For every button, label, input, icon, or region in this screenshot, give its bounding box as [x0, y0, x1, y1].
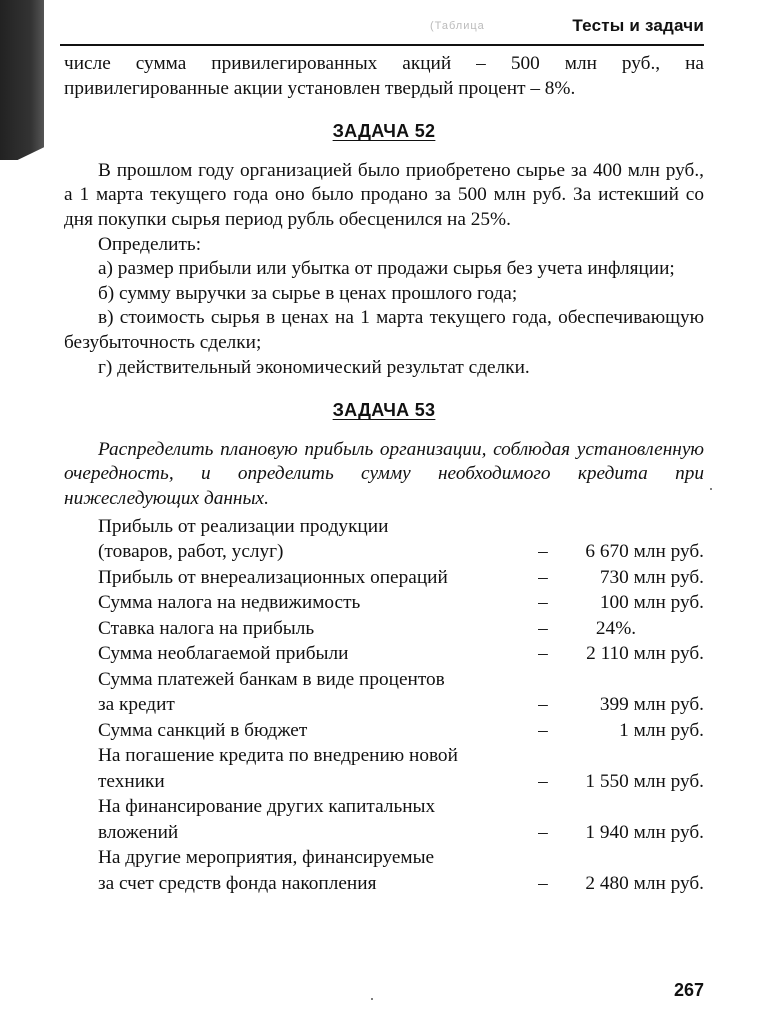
page-content	[64, 52, 704, 896]
row-dash: –	[538, 719, 548, 741]
task-52-heading	[64, 119, 704, 145]
task-53-data-table	[98, 514, 704, 897]
row-label: Сумма необлагаемой прибыли	[98, 643, 349, 664]
row-label: На погашение кредита по внедрению новой	[98, 745, 458, 766]
scan-speck	[371, 998, 373, 1000]
row-value: 399 млн руб.	[599, 694, 704, 715]
task-52-item-b: б) сумму выручки за сырье в ценах прошлого года;	[98, 282, 518, 304]
table-row	[98, 845, 704, 871]
row-dash	[528, 845, 558, 871]
row-label: вложений	[98, 821, 179, 843]
task-52-title: ЗАДАЧА 52	[332, 121, 436, 142]
intro-continuation: числе сумма привилегированных акций – 500 млн руб., на привилегированные акции установлен твердый процент – 8%.	[64, 53, 704, 99]
row-label: (товаров, работ, услуг)	[98, 541, 284, 562]
row-dash: –	[538, 643, 548, 664]
row-value: 1 550 млн руб.	[585, 770, 704, 792]
row-value	[558, 845, 704, 871]
row-dash: –	[538, 617, 548, 639]
row-label: Сумма налога на недвижимость	[98, 592, 361, 613]
table-row	[98, 794, 704, 820]
task-52-item-a: а) размер прибыли или убытка от продажи сырья без учета инфляции;	[98, 258, 675, 280]
row-value: 1 940 млн руб.	[585, 821, 704, 843]
row-dash: –	[538, 872, 548, 894]
task-52-item-c: в) стоимость сырья в ценах на 1 марта текущего года, обеспечивающую безубыточность сделки;	[64, 307, 704, 353]
row-value: 2 110 млн руб.	[586, 643, 704, 664]
row-value: 6 670 млн руб.	[585, 541, 704, 562]
row-dash: –	[538, 566, 548, 588]
table-row	[98, 514, 704, 540]
row-dash: –	[538, 694, 548, 715]
row-value: 2 480 млн руб.	[585, 872, 704, 894]
binding-edge	[0, 0, 44, 160]
row-dash: –	[538, 821, 548, 843]
row-dash: –	[538, 592, 548, 613]
task-52-paragraph: В прошлом году организацией было приобретено сырье за 400 млн руб., а 1 марта текущего года оно было продано за 500 млн руб. За истекший со дня покупки сырья период рубль обесценился на 25%.	[64, 159, 704, 230]
row-label: за счет средств фонда накопления	[98, 872, 377, 894]
table-row	[98, 820, 704, 846]
row-label: Ставка налога на прибыль	[98, 617, 315, 639]
table-row	[98, 718, 704, 744]
table-row	[98, 641, 704, 667]
row-value: 100 млн руб.	[599, 592, 704, 613]
table-row	[98, 871, 704, 897]
row-label: На другие мероприятия, финансируемые	[98, 847, 435, 868]
row-label: за кредит	[98, 694, 175, 715]
task-52-determine: Определить:	[98, 233, 202, 255]
row-dash	[528, 514, 558, 540]
row-value	[558, 667, 704, 693]
table-row	[98, 667, 704, 693]
row-label: Сумма платежей банкам в виде процентов	[98, 668, 445, 690]
scan-speck	[710, 488, 712, 490]
header-title: Тесты и задачи	[572, 16, 704, 35]
table-row	[98, 539, 704, 565]
row-label: техники	[98, 770, 165, 792]
row-dash	[528, 794, 558, 820]
page-number: 267	[673, 980, 704, 1000]
table-row	[98, 692, 704, 718]
task-53-heading	[64, 398, 704, 424]
row-value	[558, 743, 704, 769]
task-53-paragraph: Распределить плановую прибыль организации, соблюдая установленную очередность, и определить сумму необходимого кредита при нижеследующих данных.	[64, 438, 704, 509]
row-dash	[528, 743, 558, 769]
row-value: 24%.	[595, 617, 637, 639]
running-header	[60, 14, 704, 46]
table-row	[98, 590, 704, 616]
row-value	[558, 514, 704, 540]
row-value: 730 млн руб.	[599, 566, 704, 588]
header-faint-text: (Таблица	[430, 20, 485, 32]
row-label: На финансирование других капитальных	[98, 796, 436, 817]
row-value	[558, 794, 704, 820]
row-label: Сумма санкций в бюджет	[98, 719, 308, 741]
row-dash: –	[538, 770, 548, 792]
table-row	[98, 616, 704, 642]
row-dash	[528, 667, 558, 693]
task-53-title: ЗАДАЧА 53	[332, 400, 436, 421]
table-row	[98, 565, 704, 591]
table-row	[98, 743, 704, 769]
row-label: Прибыль от реализации продукции	[98, 515, 389, 537]
task-52-item-d: г) действительный экономический результат сделки.	[98, 356, 530, 378]
row-dash: –	[538, 541, 548, 562]
table-row	[98, 769, 704, 795]
row-label: Прибыль от внереализационных операций	[98, 566, 448, 588]
row-value: 1 млн руб.	[619, 719, 704, 741]
